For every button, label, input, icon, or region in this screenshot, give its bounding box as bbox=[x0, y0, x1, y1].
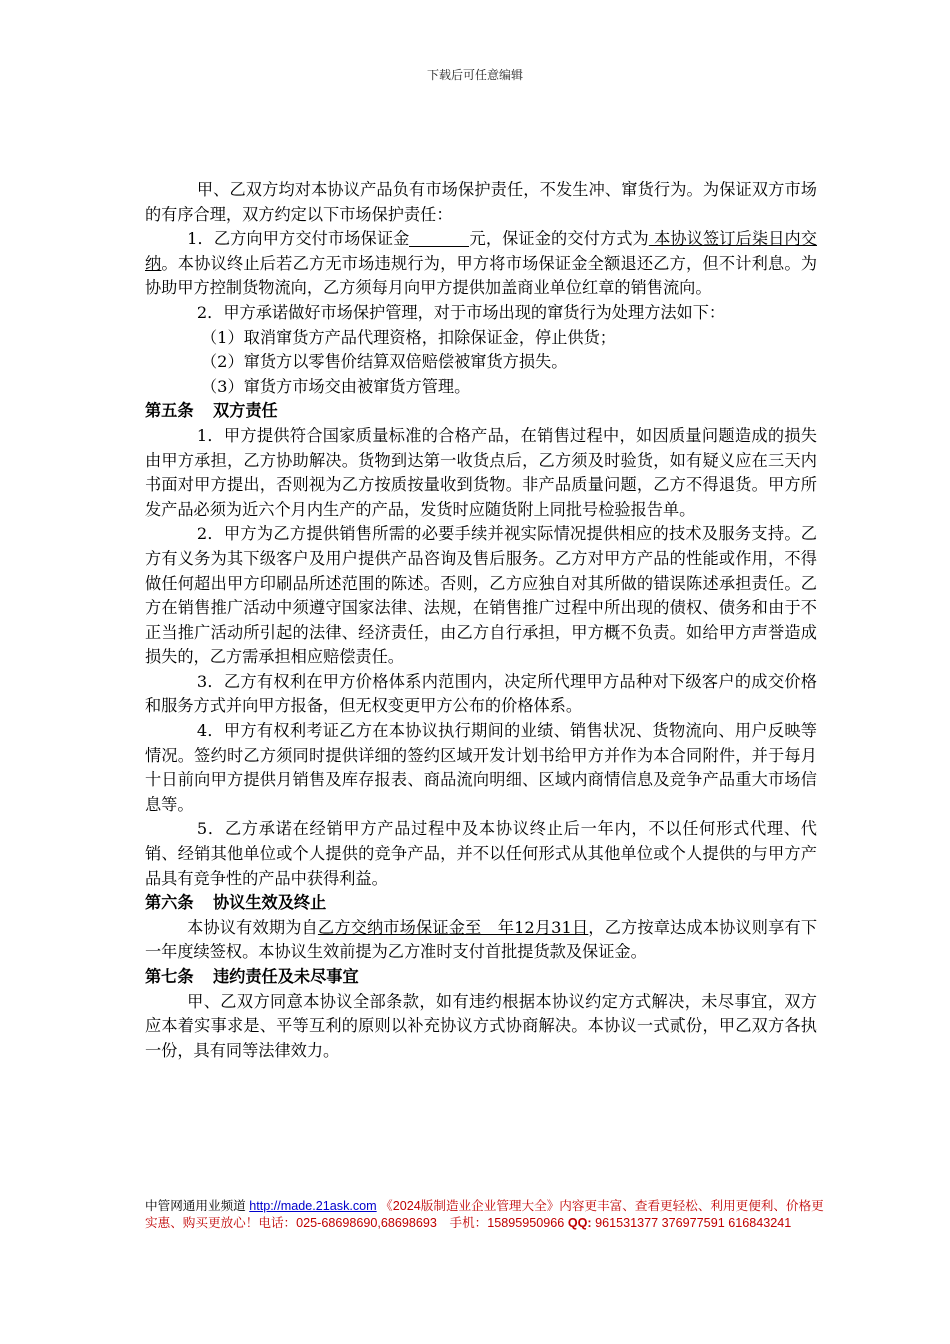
footer-qq-numbers: 961531377 376977591 616843241 bbox=[595, 1216, 792, 1231]
clause-item-2: 2．甲方承诺做好市场保护管理，对于市场出现的窜货行为处理方法如下： bbox=[196, 302, 726, 322]
section-5-paragraph-3: 3．乙方有权利在甲方价格体系内范围内，决定所代理甲方品种对下级客户的成交价格和服务方式并向甲方报备，但无权变更甲方公布的价格体系。 bbox=[145, 671, 817, 716]
section-6-heading: 第六条 协议生效及终止 bbox=[145, 893, 327, 913]
section-7-heading: 第七条 违约责任及未尽事宜 bbox=[145, 967, 359, 986]
clause-item-1: 1．乙方向甲方交付市场保证金 元，保证金的交付方式为 本协议签订后柒日内交纳。本协议终止后若乙方无市场违规行为，甲方将市场保证金全额退还乙方，但不计利息。为协助甲方控制货物流向，乙方须每月向甲方提供加盖商业单位红章的销售流向。 bbox=[145, 229, 818, 298]
footer-qq-label: QQ: bbox=[567, 1216, 592, 1231]
payment-method-underlined: 本协议签订后柒日内交纳 bbox=[145, 229, 817, 273]
page-footer-ad bbox=[145, 1198, 825, 1233]
section-5-paragraph-4: 4．甲方有权利考证乙方在本协议执行期间的业绩、销售状况、货物流向、用户反映等情况。签约时乙方须同时提供详细的签约区域开发计划书给甲方并作为本合同附件，并于每月十日前向甲方提供月销售及库存报表、商品流向明细、区域内商情信息及竞争产品重大市场信息等。 bbox=[145, 721, 817, 814]
footer-link[interactable]: http://made.21ask.com bbox=[249, 1199, 377, 1213]
section-7-paragraph: 甲、乙双方同意本协议全部条款，如有违约根据本协议约定方式解决，未尽事宜，双方应本着实事求是、平等互利的原则以补充协议方式协商解决。本协议一式贰份，甲乙双方各执一份，具有同等法律效力。 bbox=[145, 991, 817, 1060]
section-5-paragraph-2: 2．甲方为乙方提供销售所需的必要手续并视实际情况提供相应的技术及服务支持。乙方有义务为其下级客户及用户提供产品咨询及售后服务。乙方对甲方产品的性能或作用，不得做任何超出甲方印刷品所述范围的陈述。否则，乙方应独自对其所做的错误陈述承担责任。乙方在销售推广活动中须遵守国家法律、法规，在销售推广过程中所出现的债权、债务和由于不正当推广活动所引起的法律、经济责任，由乙方自行承担，甲方概不负责。如给甲方声誉造成损失的，乙方需承担相应赔偿责任。 bbox=[145, 524, 817, 667]
validity-period-underlined: 乙方交纳市场保证金至 年12月31日 bbox=[317, 917, 589, 937]
clause-sub-1: （1）取消窜货方产品代理资格，扣除保证金，停止供货； bbox=[201, 327, 616, 347]
section-5-paragraph-5: 5．乙方承诺在经销甲方产品过程中及本协议终止后一年内，不以任何形式代理、代销、经销其他单位或个人提供的竞争产品，并不以任何形式从其他单位或个人提供的与甲方产品具有竞争性的产品中获得利益。 bbox=[145, 819, 817, 888]
footer-site-name: 中管网通用业频道 bbox=[145, 1199, 246, 1213]
page-header-note: 下载后可任意编辑 bbox=[426, 68, 523, 82]
document-body bbox=[145, 178, 817, 1063]
clause-sub-2: （2）窜货方以零售价结算双倍赔偿被窜货方损失。 bbox=[201, 352, 568, 372]
footer-promo-text: 《2024版制造业企业管理大全》内容更丰富、查看更轻松、利用更便利、价格更实惠、购买更放心！电话：025-68698690,68698693 手机：15895950966 bbox=[145, 1199, 824, 1231]
section-6-paragraph: 本协议有效期为自乙方交纳市场保证金至 年12月31日，乙方按章达成本协议则享有下一年度续签权。本协议生效前提为乙方准时支付首批提货款及保证金。 bbox=[145, 917, 818, 962]
section-5-heading: 第五条 双方责任 bbox=[145, 401, 278, 421]
section-5-paragraph-1: 1．甲方提供符合国家质量标准的合格产品，在销售过程中，如因质量问题造成的损失由甲方承担，乙方协助解决。货物到达第一收货点后，乙方须及时验货，如有疑义应在三天内书面对甲方提出，否则视为乙方按质按量收到货物。非产品质量问题，乙方不得退货。甲方所发产品必须为近六个月内生产的产品，发货时应随货附上同批号检验报告单。 bbox=[145, 425, 817, 519]
clause-sub-3: （3）窜货方市场交由被窜货方管理。 bbox=[201, 376, 471, 396]
market-protection-intro: 甲、乙双方均对本协议产品负有市场保护责任，不发生冲、窜货行为。为保证双方市场的有序合理，双方约定以下市场保护责任： bbox=[145, 180, 817, 224]
deposit-amount-blank bbox=[409, 230, 469, 247]
